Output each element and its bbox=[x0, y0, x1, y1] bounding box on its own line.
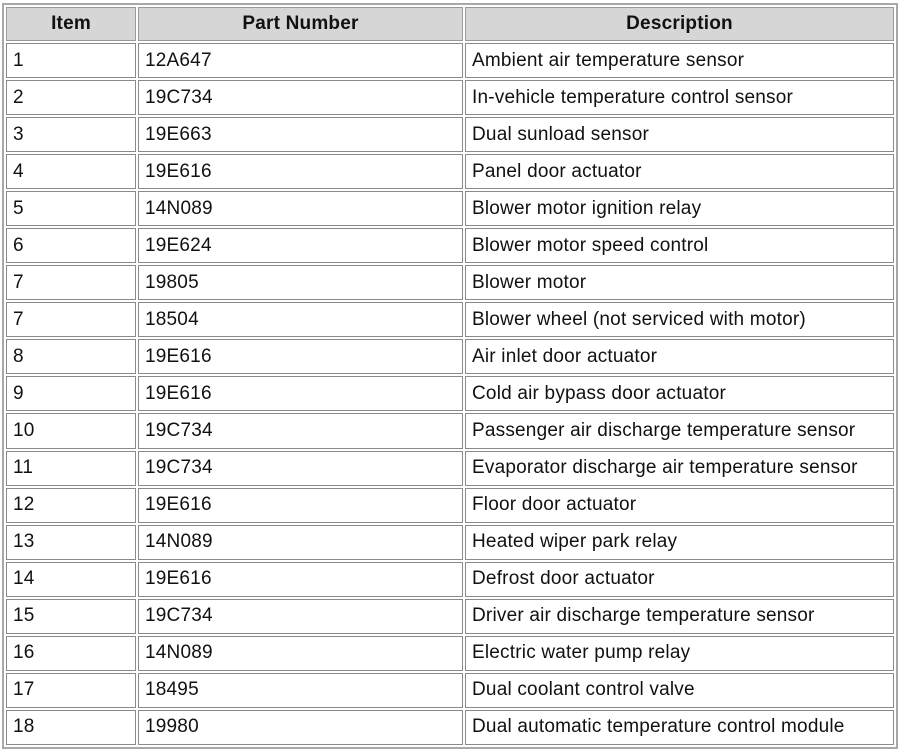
table-row bbox=[6, 43, 894, 78]
cell-item: 11 bbox=[6, 451, 136, 486]
cell-part-number: 14N089 bbox=[138, 525, 463, 560]
cell-description: Electric water pump relay bbox=[465, 636, 894, 671]
header-description: Description bbox=[465, 7, 894, 41]
table-row bbox=[6, 636, 894, 671]
cell-item: 7 bbox=[6, 265, 136, 300]
table-row bbox=[6, 525, 894, 560]
cell-item: 14 bbox=[6, 562, 136, 597]
cell-item: 1 bbox=[6, 43, 136, 78]
cell-description: Blower motor bbox=[465, 265, 894, 300]
table-row bbox=[6, 117, 894, 152]
cell-description: Passenger air discharge temperature sensor bbox=[465, 413, 894, 448]
table-row bbox=[6, 265, 894, 300]
cell-description: Floor door actuator bbox=[465, 488, 894, 523]
cell-description: Evaporator discharge air temperature sensor bbox=[465, 451, 894, 486]
cell-item: 18 bbox=[6, 710, 136, 745]
cell-part-number: 19E624 bbox=[138, 228, 463, 263]
table-row bbox=[6, 710, 894, 745]
parts-table-container bbox=[2, 3, 898, 749]
cell-description: Blower motor ignition relay bbox=[465, 191, 894, 226]
cell-item: 15 bbox=[6, 599, 136, 634]
table-row bbox=[6, 80, 894, 115]
cell-item: 9 bbox=[6, 376, 136, 411]
table-row bbox=[6, 488, 894, 523]
cell-part-number: 19C734 bbox=[138, 413, 463, 448]
cell-part-number: 18495 bbox=[138, 673, 463, 708]
cell-item: 4 bbox=[6, 154, 136, 189]
cell-description: Cold air bypass door actuator bbox=[465, 376, 894, 411]
cell-item: 8 bbox=[6, 339, 136, 374]
cell-description: Dual coolant control valve bbox=[465, 673, 894, 708]
cell-item: 3 bbox=[6, 117, 136, 152]
cell-description: Heated wiper park relay bbox=[465, 525, 894, 560]
cell-item: 5 bbox=[6, 191, 136, 226]
table-row bbox=[6, 562, 894, 597]
cell-item: 12 bbox=[6, 488, 136, 523]
cell-item: 10 bbox=[6, 413, 136, 448]
header-part-number: Part Number bbox=[138, 7, 463, 41]
cell-part-number: 19805 bbox=[138, 265, 463, 300]
table-header bbox=[6, 7, 894, 41]
cell-part-number: 19E663 bbox=[138, 117, 463, 152]
cell-part-number: 19C734 bbox=[138, 80, 463, 115]
cell-description: Air inlet door actuator bbox=[465, 339, 894, 374]
cell-item: 17 bbox=[6, 673, 136, 708]
cell-part-number: 19E616 bbox=[138, 488, 463, 523]
table-row bbox=[6, 302, 894, 337]
cell-description: Dual sunload sensor bbox=[465, 117, 894, 152]
cell-item: 2 bbox=[6, 80, 136, 115]
cell-part-number: 19C734 bbox=[138, 451, 463, 486]
cell-part-number: 14N089 bbox=[138, 636, 463, 671]
cell-part-number: 19E616 bbox=[138, 154, 463, 189]
cell-item: 16 bbox=[6, 636, 136, 671]
cell-item: 7 bbox=[6, 302, 136, 337]
cell-description: Driver air discharge temperature sensor bbox=[465, 599, 894, 634]
table-row bbox=[6, 376, 894, 411]
table-row bbox=[6, 413, 894, 448]
cell-item: 13 bbox=[6, 525, 136, 560]
table-row bbox=[6, 673, 894, 708]
parts-table bbox=[4, 5, 896, 747]
cell-description: Blower motor speed control bbox=[465, 228, 894, 263]
cell-description: Dual automatic temperature control module bbox=[465, 710, 894, 745]
cell-part-number: 19E616 bbox=[138, 562, 463, 597]
cell-part-number: 12A647 bbox=[138, 43, 463, 78]
table-row bbox=[6, 599, 894, 634]
table-body bbox=[6, 43, 894, 745]
cell-part-number: 19E616 bbox=[138, 339, 463, 374]
table-row bbox=[6, 154, 894, 189]
cell-description: Ambient air temperature sensor bbox=[465, 43, 894, 78]
cell-part-number: 18504 bbox=[138, 302, 463, 337]
table-row bbox=[6, 191, 894, 226]
cell-description: Panel door actuator bbox=[465, 154, 894, 189]
header-row bbox=[6, 7, 894, 41]
cell-part-number: 14N089 bbox=[138, 191, 463, 226]
cell-part-number: 19C734 bbox=[138, 599, 463, 634]
cell-description: In-vehicle temperature control sensor bbox=[465, 80, 894, 115]
header-item: Item bbox=[6, 7, 136, 41]
table-row bbox=[6, 451, 894, 486]
cell-part-number: 19E616 bbox=[138, 376, 463, 411]
cell-part-number: 19980 bbox=[138, 710, 463, 745]
cell-description: Blower wheel (not serviced with motor) bbox=[465, 302, 894, 337]
table-row bbox=[6, 339, 894, 374]
cell-description: Defrost door actuator bbox=[465, 562, 894, 597]
table-row bbox=[6, 228, 894, 263]
cell-item: 6 bbox=[6, 228, 136, 263]
